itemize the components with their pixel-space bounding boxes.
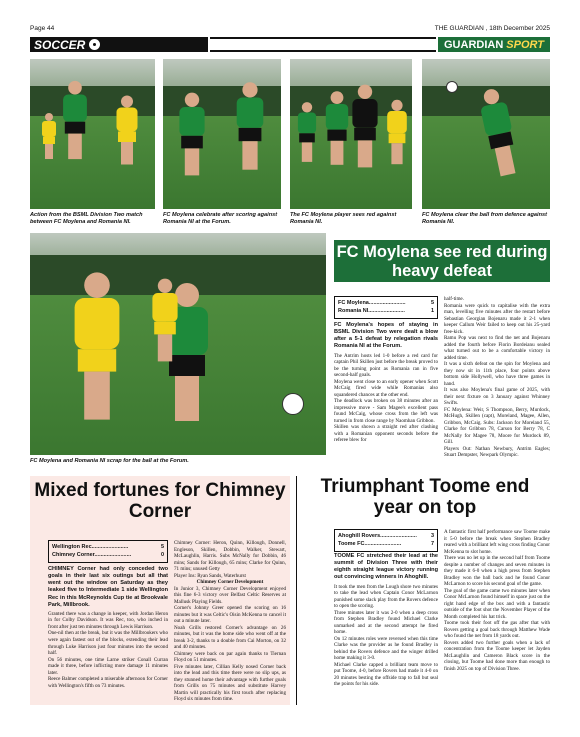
story3-headline: Triumphant Toome end year on top [320,476,530,519]
team-name: FC Moylena........................ [338,300,406,306]
paragraph: Three minutes later it was 2-0 when a deep cross from Stephen Bradley found Michael Clarke unmarked and at the second attempt he fired home. [334,609,438,636]
paragraph: Moylena went close to an early opener when Scott McCaig fired wide while Romanias also squandered chances at the other end. [334,378,438,398]
story1-lead: FC Moylena's hopes of staying in BSML Division Two were dealt a blow after a 5-1 defeat by relegation rivals Romania NI at the Forum. [334,322,438,350]
paragraph: A fantastic first half performance saw Toome make it 5-0 before the break when Stephen Bradley reared with a brilliant left wing cross finding Conor McKenna to slot home. [444,529,550,555]
caption-celebrate: FC Moylena celebrate after scoring against Romania NI at the Forum. [163,212,278,226]
photo-red-card [290,59,412,209]
team-name: Chimney Corner........................ [52,552,132,559]
soccer-label [30,37,208,52]
column-divider [296,476,297,705]
photo-celebrate [163,59,281,209]
paragraph: Rovers added two further goals when a lack of concentration from the Toome keeper let Jayden McLaughlin and Cameron Black score in the closing, but Toome had done more than enough to finish 2025 on top of Division Three. [444,639,550,672]
caption-main: FC Moylena and Romania NI scrap for the ball at the Forum. [30,458,189,464]
story3-scorebox [334,529,438,552]
score-row [338,540,434,548]
page-topline [30,25,550,35]
photo-action [30,59,155,209]
story1-column-2 [444,296,550,459]
story1-scorebox [334,296,438,319]
team-goals: 0 [160,552,164,559]
ball [446,81,458,93]
paragraph: Ramu Pop was next to find the net and Bojenaru added the fourth before Florin Bordeianu sealed what turned out to be a comfortable victory in added time. [444,335,550,361]
team-goals: 7 [430,541,434,548]
story2-column-2 [174,540,286,703]
brand-sport: SPORT [506,38,544,51]
paragraph: Chimney Corner: Heron, Quinn, Killough, Donnell, Engleson, Skillen, Dobbin, Walker, Stewart, McLaughlin, Harris. Subs McNally for Dobbin, 46 mins; Sands for Killough, 65 mins; Clarke for Quinn, 71 mins; unused Getty [174,540,286,573]
banner-rule [210,37,436,52]
story2-column-1 [48,566,168,689]
paragraph: FC Moylena: Weir, S Thompson, Berry, Murdock, McHugh, Skillen (capt), Moreland, Magee, Allen, Gribbon, McCaig. Subs: Jackson for Moreland 55, Clarke for Gribbon 78, Carson for Berry 78, C McNally for Magee 78, Moore for Murdock 89, Gill. [444,406,550,446]
paragraph: It was also Moylena's final game of 2025, with their next fixture on 3 January against Whinney Swifts. [444,387,550,407]
photo-main [30,233,326,455]
story3-column-1 [334,553,438,688]
story1-headline: FC Moylena see red during heavy defeat [334,240,550,282]
photo-clearance [422,59,550,209]
page-number: Page 44 [30,25,55,32]
brand-guardian: GUARDIAN [444,38,504,51]
team-name: Wellington Rec........................ [52,544,129,550]
section-banner [30,37,550,52]
score-row [52,551,164,559]
caption-action: Action from the BSML Division Two match between FC Moylena and Romania NI. [30,212,143,226]
paper-dateline: THE GUARDIAN , 18th December 2025 [434,25,550,32]
paragraph: The deadlock was broken on 38 minutes after an impressive move - Sam Magee's excellent pass found McCaig, whose cross from the left was turned in from close range by Naomhan Gribbon. [334,398,438,424]
paragraph: Romania were quick to capitalise with the extra man, levelling five minutes after the restart before Sebastian Georgian Bojenaru made it 2-1 when keeper Callum Weir failed to keep out his 25-yard free-kick. [444,302,550,335]
paragraph: On 12 minutes roles were reversed when this time Clarke was the provider as he found Bradley in behind the Rovers defence and the winger drilled home making it 3-0. [334,635,438,662]
score-row [338,532,434,540]
paragraph: Reece Balmer completed a miserable afternoon for Corner with Wellington's fifth on 73 minutes. [48,676,168,689]
score-row [338,299,434,307]
team-goals: 5 [160,544,164,550]
caption-red-card: The FC Moylena player sees red against Romania NI. [290,212,397,226]
story3-column-2 [444,529,550,672]
paragraph: The Antrim hosts led 1-0 before a red card for captain Phil Skillen just before the break proved to be the turning point as Romania ran in five second-half goals. [334,352,438,379]
paragraph: The goal of the game came two minutes later when Conor McLarnon found himself in space just on the right hand edge of the box and with a fantastic outside of the foot shot the November Player of the Month completed his hat trick. [444,587,550,620]
team-name: Ahoghill Rovers........................ [338,533,417,539]
score-row [338,307,434,315]
paragraph: Michael Clarke capped a brilliant team move to put Toome, 4-0, before Rovers had made it 4-0 on 20 minutes besting the offside trap to fall but seal the points for his side. [334,661,438,688]
guardian-sport-logo [438,37,550,52]
paragraph: half-time. [444,296,464,302]
paragraph: Players Out: Nathan Newbury, Antrim Eagles; Stuart Dempster, Newpark Olympic. [444,445,550,459]
paragraph: Skillen was shown a straight red after clashing with a Romanian opponent seconds before the referee blew for [334,424,438,444]
paragraph: It was a sixth defeat on the spin for Moylena and they now sit in 11th place, four points above bottom side Hollywell, who have three games in hand. [444,361,550,387]
ball [282,393,304,415]
team-name: Toome FC........................ [338,541,402,548]
paragraph: On 56 minutes, one time Larne striker Conall Curran made it three, before inflicting more damage 11 minutes later. [48,656,168,676]
subheading: Chimney Corner Development [196,579,264,586]
team-goals: 1 [430,308,434,315]
paragraph: Noah Grills restored Corner's advantage on 26 minutes, but it was the home side who went off at the break 3-2, thanks to a double from Cai Morton, on 32 and 40 minutes. [174,624,286,651]
story2-scorebox [48,540,168,563]
story2-lead: CHIMNEY Corner had only conceded two goals in their last six outings but all that went out the window on Saturday as they leaked five to Intermediate 1 side Wellington Rec in this McReynolds Cup tie at Brookvale Park, Millbrook. [48,566,168,608]
paragraph: It took the men from the Lough shore two minutes to take the lead when Captain Conor McLarnon punished some slack play from the Rovers defence to open the scoring. [334,583,438,610]
score-row [52,543,164,551]
story2-headline: Mixed fortunes for Chimney Corner [34,480,286,523]
team-name: Romania NI........................ [338,308,405,315]
paragraph: Corner's Johnny Greer opened the scoring on 16 minutes but it was Celtic's Oisin McKenna to cancel it out a minute later. [174,605,286,625]
caption-clearance: FC Moylena clear the ball from defence against Romania NI. [422,212,547,226]
paragraph: There was no let up in the second half from Toome despite a number of changes and seven minutes in they made it 6-0 when a high press from Stephen Bradley won the ball back and he found Conor McLarnon to score his second goal of the game. [444,555,550,588]
team-goals: 5 [430,300,434,306]
paragraph: Player Ins: Ryan Sands, Waterhurst [174,572,246,579]
story1-column-1 [334,322,438,444]
story3-lead: TOOME FC stretched their lead at the summit of Division Three with their eighth straight league victory running out convincing winners in Ahoghill. [334,553,438,581]
team-goals: 3 [430,533,434,539]
paragraph: Five minutes later, Cillian Kelly nosed Corner back into the lead and this time there were no slip ups, as they stunned home their advantage with further goals from Grills on 75 minutes and substitute Harvey Martin will practically his first touch after replacing Floyd six minutes from time. [174,663,286,703]
paragraph: In Junior 3, Chimney Corner Development enjoyed this fine 6-3 victory over Belfast Celtic Reserves at Mallusk Playing Fields. [174,585,286,605]
soccer-text: SOCCER [34,37,86,52]
paragraph: Chimney were back on par again thanks to Tiernan Floyd on 51 minutes. [174,650,286,664]
football-icon [89,39,100,50]
paragraph: One-nil then at the break, but it was the Millbrookers who were again fastest out of the blocks, extending their lead through Luke Harrison just four minutes into the second half. [48,630,168,657]
paragraph: Toome took their foot off the gas after that with Rovers getting a goal back through Matthew Wade who found the net from 18 yards out. [444,620,550,640]
paragraph: Granted there was a change in keeper, with Jordan Heron in for Colby Davidson. It was Rec, too, who inched in front after just ten minutes through Lewis Harrison. [48,610,168,630]
